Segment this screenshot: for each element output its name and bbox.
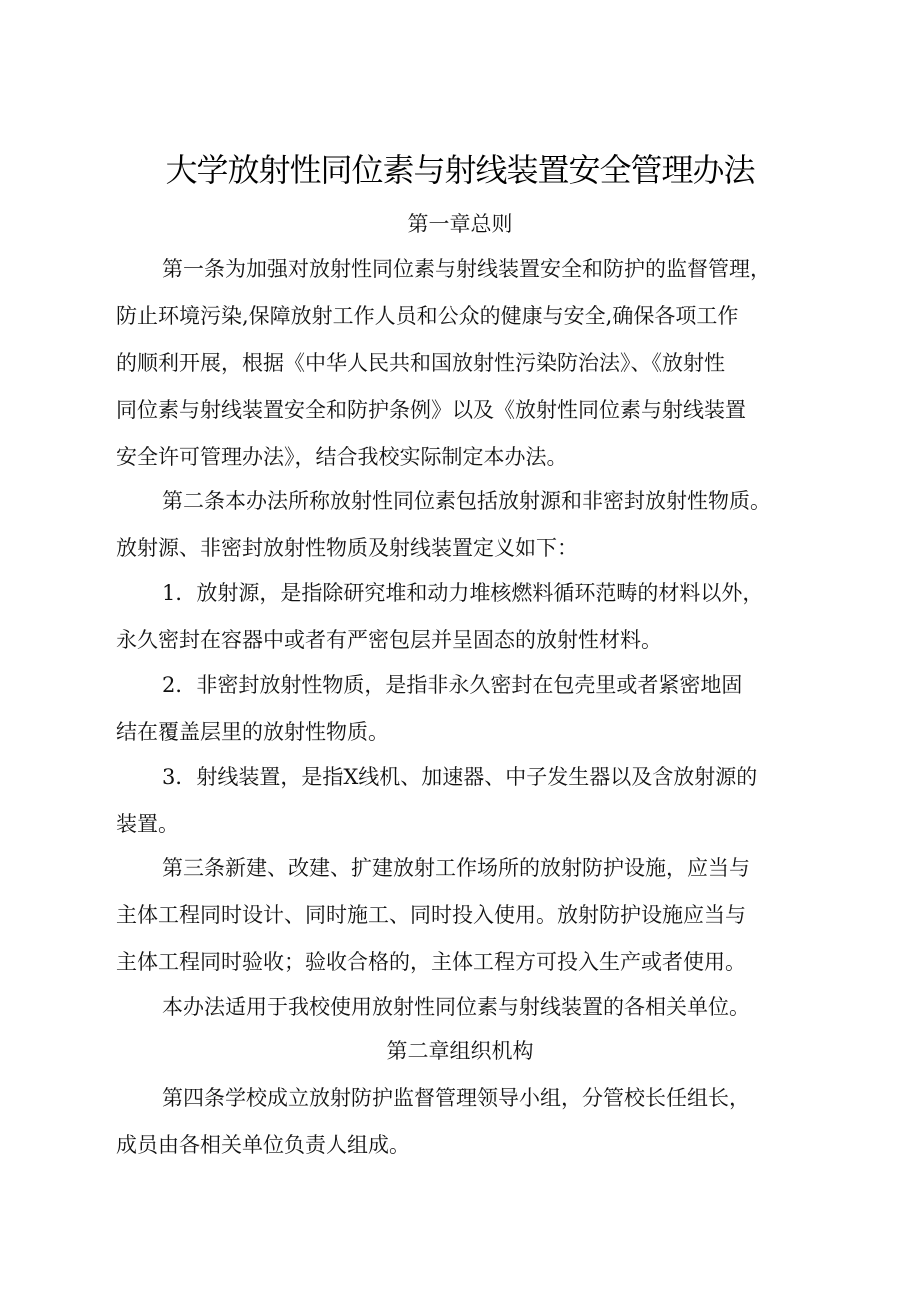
text-line: 同位素与射线装置安全和防护条例》以及《放射性同位素与射线装置 xyxy=(116,398,746,422)
document-title: 大学放射性同位素与射线装置安全管理办法 xyxy=(165,151,755,189)
chapter-heading: 第二章组织机构 xyxy=(386,1039,534,1063)
text-line: 本办法适用于我校使用放射性同位素与射线装置的各相关单位。 xyxy=(162,995,750,1019)
text-line: 1．放射源，是指除研究堆和动力堆核燃料循环范畴的材料以外， xyxy=(162,581,764,605)
definition-item-3 xyxy=(116,754,834,848)
text-line: 3．射线装置，是指X线机、加速器、中子发生器以及含放射源的 xyxy=(162,765,758,789)
text-line: 主体工程同时设计、同时施工、同时投入使用。放射防护设施应当与 xyxy=(116,903,746,927)
text-line: 第四条学校成立放射防护监督管理领导小组，分管校长任组长， xyxy=(162,1086,750,1110)
text-line: 2．非密封放射性物质，是指非永久密封在包壳里或者紧密地固 xyxy=(162,673,743,697)
article-1 xyxy=(116,246,834,481)
article-4 xyxy=(116,1075,834,1169)
scope-paragraph xyxy=(116,984,834,1031)
article-3 xyxy=(116,845,834,986)
text-line: 永久密封在容器中或者有严密包层并呈固态的放射性材料。 xyxy=(116,628,662,652)
chapter-heading: 第一章总则 xyxy=(407,212,513,236)
article-2 xyxy=(116,478,834,572)
text-line: 安全许可管理办法》，结合我校实际制定本办法。 xyxy=(116,445,568,469)
text-line: 第二条本办法所称放射性同位素包括放射源和非密封放射性物质。 xyxy=(162,489,771,513)
text-line: 装置。 xyxy=(116,812,179,836)
text-line: 第一条为加强对放射性同位素与射线装置安全和防护的监督管理， xyxy=(162,257,771,281)
text-line: 成员由各相关单位负责人组成。 xyxy=(116,1133,410,1157)
text-line: 的顺利开展，根据《中华人民共和国放射性污染防治法》、《放射性 xyxy=(116,351,725,375)
definition-item-1 xyxy=(116,570,834,664)
definition-item-2 xyxy=(116,662,834,756)
text-line: 第三条新建、改建、扩建放射工作场所的放射防护设施，应当与 xyxy=(162,856,750,880)
text-line: 防止环境污染,保障放射工作人员和公众的健康与安全,确保各项工作 xyxy=(116,304,739,328)
text-line: 放射源、非密封放射性物质及射线装置定义如下： xyxy=(116,536,578,560)
text-line: 结在覆盖层里的放射性物质。 xyxy=(116,720,389,744)
text-line: 主体工程同时验收；验收合格的，主体工程方可投入生产或者使用。 xyxy=(116,950,746,974)
